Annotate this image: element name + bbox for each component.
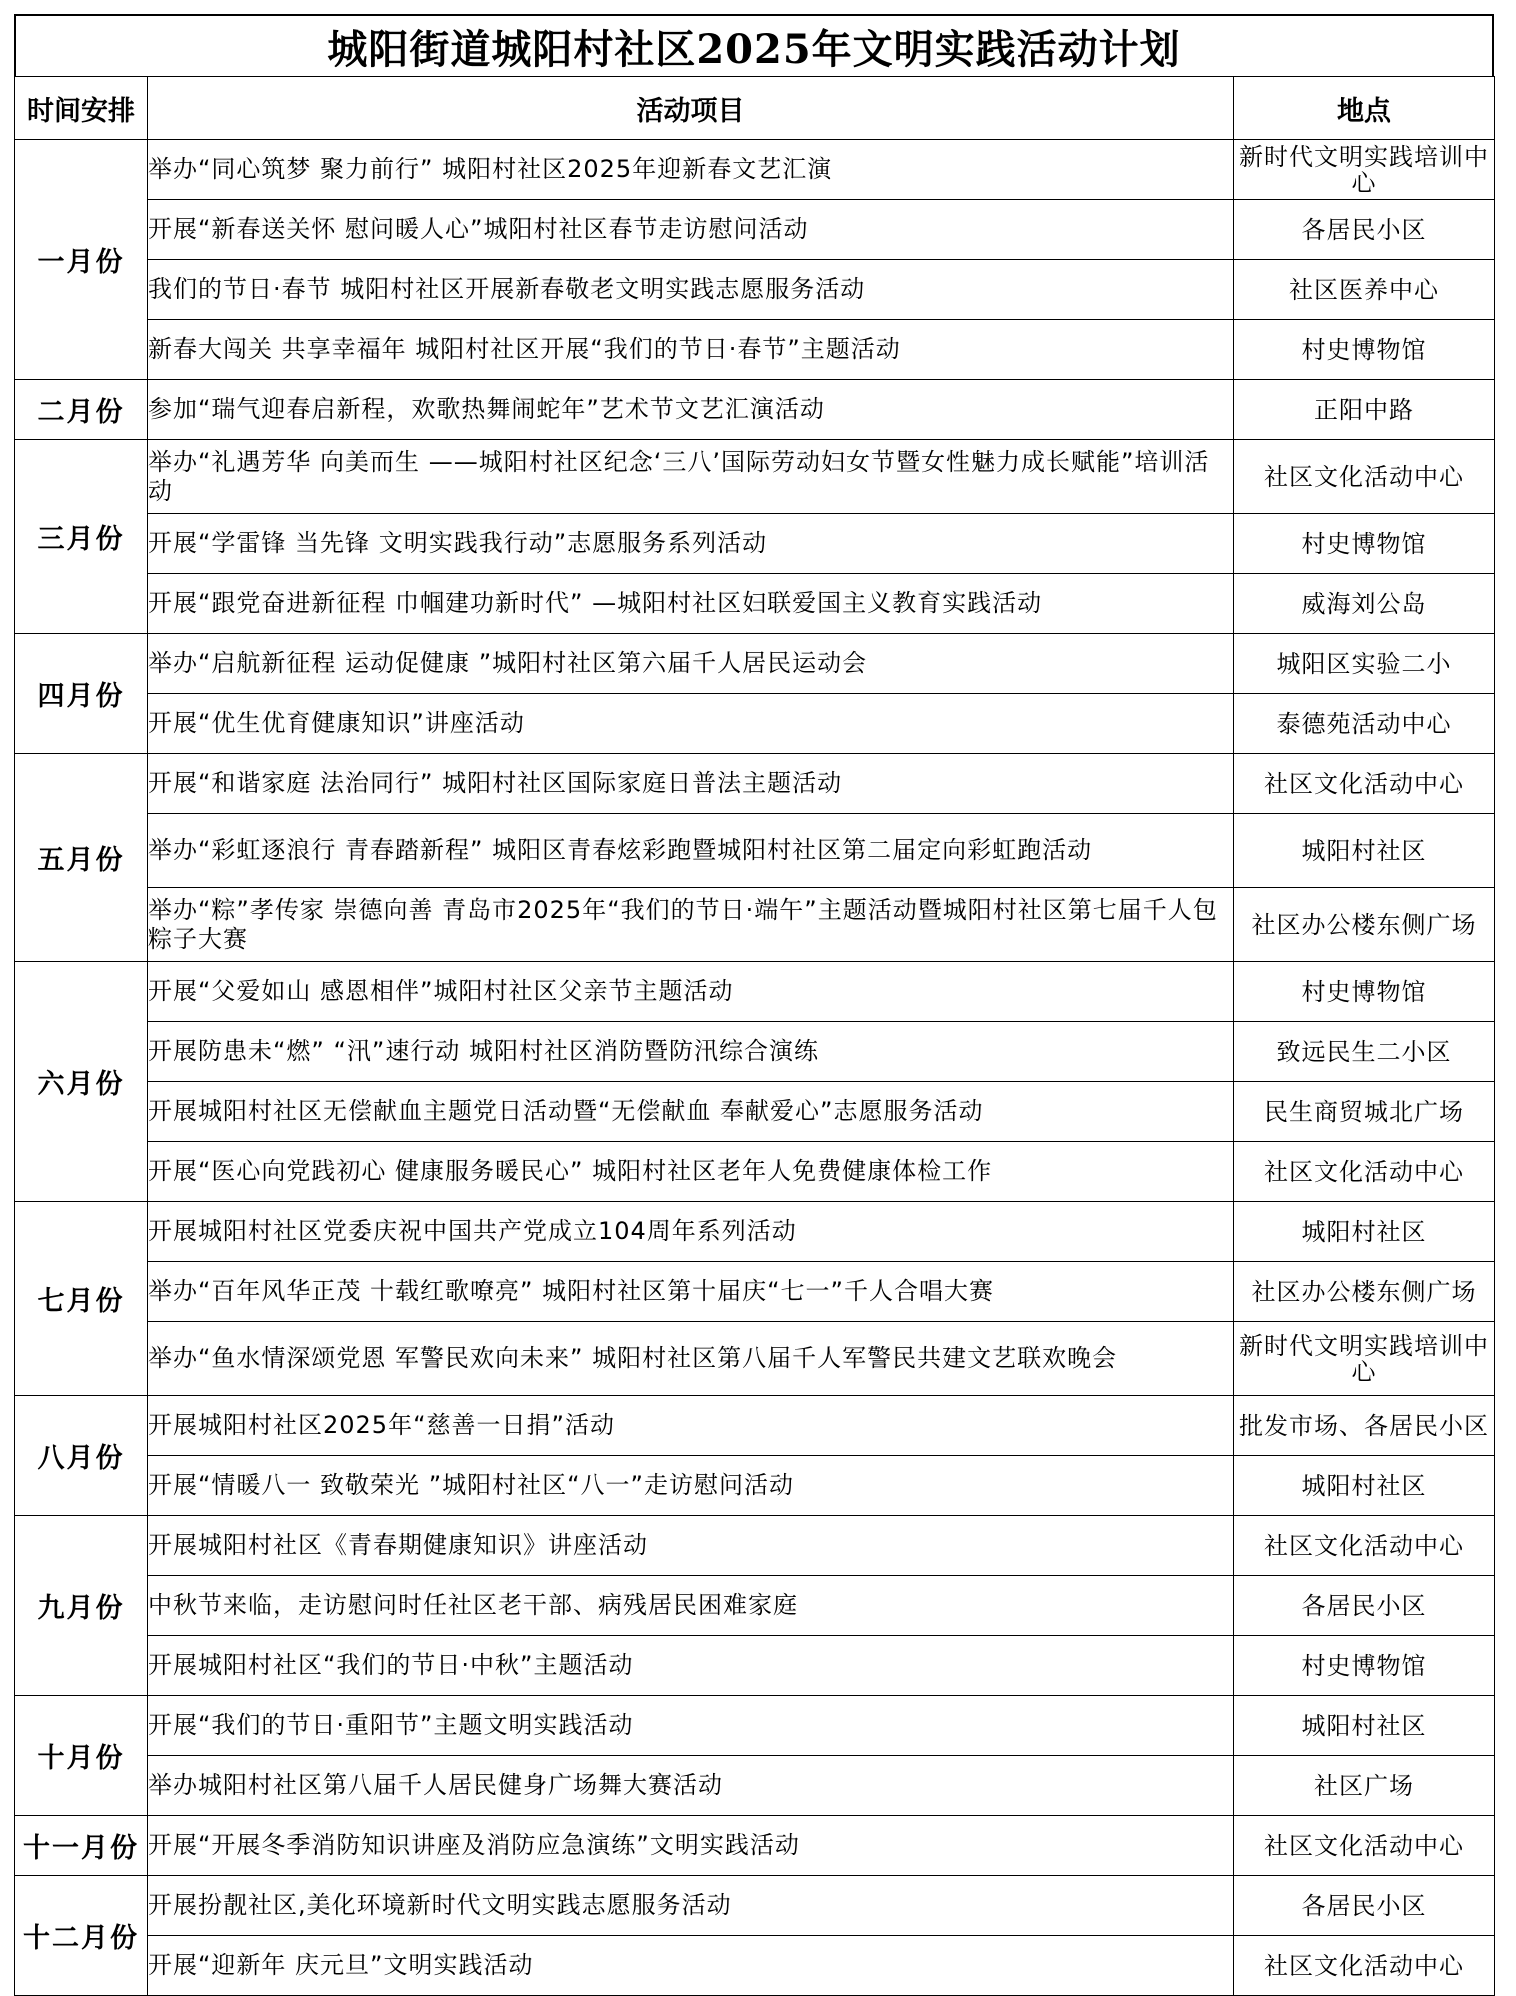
- header-activity: 活动项目: [148, 77, 1234, 140]
- table-row: [15, 962, 1495, 1022]
- table-row: [15, 140, 1495, 200]
- table-row: [15, 200, 1495, 260]
- place-cell: 村史博物馆: [1234, 1636, 1495, 1696]
- place-cell: 社区文化活动中心: [1234, 1936, 1495, 1996]
- table-row: [15, 1936, 1495, 1996]
- activity-cell: 开展“开展冬季消防知识讲座及消防应急演练”文明实践活动: [148, 1816, 1234, 1876]
- month-cell: 十月份: [15, 1696, 148, 1816]
- place-cell: 社区广场: [1234, 1756, 1495, 1816]
- header-place: 地点: [1234, 77, 1495, 140]
- place-cell: 城阳村社区: [1234, 814, 1495, 888]
- month-cell: 七月份: [15, 1202, 148, 1396]
- activity-cell: 开展城阳村社区党委庆祝中国共产党成立104周年系列活动: [148, 1202, 1234, 1262]
- place-cell: 村史博物馆: [1234, 962, 1495, 1022]
- table-row: [15, 1816, 1495, 1876]
- place-cell: 各居民小区: [1234, 1876, 1495, 1936]
- table-row: [15, 260, 1495, 320]
- activity-cell: 举办“鱼水情深颂党恩 军警民欢向未来” 城阳村社区第八届千人军警民共建文艺联欢晚会: [148, 1322, 1234, 1396]
- activity-cell: 中秋节来临，走访慰问时任社区老干部、病残居民困难家庭: [148, 1576, 1234, 1636]
- place-cell: 各居民小区: [1234, 200, 1495, 260]
- month-cell: 九月份: [15, 1516, 148, 1696]
- table-row: [15, 634, 1495, 694]
- place-cell: 村史博物馆: [1234, 514, 1495, 574]
- activity-cell: 举办“启航新征程 运动促健康 ”城阳村社区第六届千人居民运动会: [148, 634, 1234, 694]
- month-cell: 八月份: [15, 1396, 148, 1516]
- place-cell: 批发市场、各居民小区: [1234, 1396, 1495, 1456]
- activity-cell: 我们的节日·春节 城阳村社区开展新春敬老文明实践志愿服务活动: [148, 260, 1234, 320]
- activity-cell: 开展城阳村社区无偿献血主题党日活动暨“无偿献血 奉献爱心”志愿服务活动: [148, 1082, 1234, 1142]
- place-cell: 正阳中路: [1234, 380, 1495, 440]
- place-cell: 城阳村社区: [1234, 1202, 1495, 1262]
- place-cell: 新时代文明实践培训中心: [1234, 1322, 1495, 1396]
- table-row: [15, 1636, 1495, 1696]
- activity-cell: 开展“跟党奋进新征程 巾帼建功新时代” —城阳村社区妇联爱国主义教育实践活动: [148, 574, 1234, 634]
- table-row: [15, 1396, 1495, 1456]
- activity-cell: 开展扮靓社区,美化环境新时代文明实践志愿服务活动: [148, 1876, 1234, 1936]
- place-cell: 社区办公楼东侧广场: [1234, 888, 1495, 962]
- activity-cell: 开展“父爱如山 感恩相伴”城阳村社区父亲节主题活动: [148, 962, 1234, 1022]
- place-cell: 城阳区实验二小: [1234, 634, 1495, 694]
- table-row: [15, 440, 1495, 514]
- table-row: [15, 1756, 1495, 1816]
- place-cell: 村史博物馆: [1234, 320, 1495, 380]
- activity-cell: 举办“百年风华正茂 十载红歌嘹亮” 城阳村社区第十届庆“七一”千人合唱大赛: [148, 1262, 1234, 1322]
- table-row: [15, 1142, 1495, 1202]
- table-row: [15, 1456, 1495, 1516]
- activity-cell: 举办“礼遇芳华 向美而生 ——城阳村社区纪念‘三八’国际劳动妇女节暨女性魅力成长赋能”培训活动: [148, 440, 1234, 514]
- activity-cell: 开展“我们的节日·重阳节”主题文明实践活动: [148, 1696, 1234, 1756]
- table-row: [15, 1262, 1495, 1322]
- place-cell: 社区文化活动中心: [1234, 1142, 1495, 1202]
- activity-cell: 开展“和谐家庭 法治同行” 城阳村社区国际家庭日普法主题活动: [148, 754, 1234, 814]
- activity-cell: 新春大闯关 共享幸福年 城阳村社区开展“我们的节日·春节”主题活动: [148, 320, 1234, 380]
- month-cell: 三月份: [15, 440, 148, 634]
- header-time: 时间安排: [15, 77, 148, 140]
- table-body: [15, 140, 1495, 1996]
- activity-cell: 举办“同心筑梦 聚力前行” 城阳村社区2025年迎新春文艺汇演: [148, 140, 1234, 200]
- table-row: [15, 320, 1495, 380]
- place-cell: 社区文化活动中心: [1234, 1516, 1495, 1576]
- table-row: [15, 380, 1495, 440]
- activity-cell: 开展“学雷锋 当先锋 文明实践我行动”志愿服务系列活动: [148, 514, 1234, 574]
- table-row: [15, 754, 1495, 814]
- activity-cell: 开展“迎新年 庆元旦”文明实践活动: [148, 1936, 1234, 1996]
- place-cell: 城阳村社区: [1234, 1456, 1495, 1516]
- table-header-row: [15, 77, 1495, 140]
- table-row: [15, 694, 1495, 754]
- activity-cell: 开展城阳村社区“我们的节日·中秋”主题活动: [148, 1636, 1234, 1696]
- activity-cell: 开展“医心向党践初心 健康服务暖民心” 城阳村社区老年人免费健康体检工作: [148, 1142, 1234, 1202]
- table-row: [15, 1202, 1495, 1262]
- activity-cell: 开展“新春送关怀 慰问暖人心”城阳村社区春节走访慰问活动: [148, 200, 1234, 260]
- table-row: [15, 1576, 1495, 1636]
- activity-cell: 开展防患未“燃” “汛”速行动 城阳村社区消防暨防汛综合演练: [148, 1022, 1234, 1082]
- place-cell: 城阳村社区: [1234, 1696, 1495, 1756]
- place-cell: 威海刘公岛: [1234, 574, 1495, 634]
- month-cell: 一月份: [15, 140, 148, 380]
- month-cell: 二月份: [15, 380, 148, 440]
- activity-cell: 举办“彩虹逐浪行 青春踏新程” 城阳区青春炫彩跑暨城阳村社区第二届定向彩虹跑活动: [148, 814, 1234, 888]
- table-row: [15, 574, 1495, 634]
- table-row: [15, 1876, 1495, 1936]
- place-cell: 社区文化活动中心: [1234, 754, 1495, 814]
- activity-cell: 举办“粽”孝传家 崇德向善 青岛市2025年“我们的节日·端午”主题活动暨城阳村社区第七届千人包粽子大赛: [148, 888, 1234, 962]
- table-row: [15, 888, 1495, 962]
- place-cell: 民生商贸城北广场: [1234, 1082, 1495, 1142]
- place-cell: 泰德苑活动中心: [1234, 694, 1495, 754]
- place-cell: 社区文化活动中心: [1234, 440, 1495, 514]
- activity-cell: 开展“情暖八一 致敬荣光 ”城阳村社区“八一”走访慰问活动: [148, 1456, 1234, 1516]
- month-cell: 五月份: [15, 754, 148, 962]
- activity-cell: 举办城阳村社区第八届千人居民健身广场舞大赛活动: [148, 1756, 1234, 1816]
- table-row: [15, 814, 1495, 888]
- place-cell: 社区医养中心: [1234, 260, 1495, 320]
- activity-cell: 开展城阳村社区《青春期健康知识》讲座活动: [148, 1516, 1234, 1576]
- activity-cell: 开展城阳村社区2025年“慈善一日捐”活动: [148, 1396, 1234, 1456]
- page-title: 城阳街道城阳村社区2025年文明实践活动计划: [14, 14, 1494, 76]
- place-cell: 各居民小区: [1234, 1576, 1495, 1636]
- activity-plan-table: [14, 76, 1495, 1996]
- activity-cell: 开展“优生优育健康知识”讲座活动: [148, 694, 1234, 754]
- activity-cell: 参加“瑞气迎春启新程，欢歌热舞闹蛇年”艺术节文艺汇演活动: [148, 380, 1234, 440]
- place-cell: 致远民生二小区: [1234, 1022, 1495, 1082]
- table-row: [15, 1696, 1495, 1756]
- month-cell: 六月份: [15, 962, 148, 1202]
- month-cell: 四月份: [15, 634, 148, 754]
- month-cell: 十一月份: [15, 1816, 148, 1876]
- table-row: [15, 1082, 1495, 1142]
- table-row: [15, 1322, 1495, 1396]
- table-row: [15, 1516, 1495, 1576]
- month-cell: 十二月份: [15, 1876, 148, 1996]
- table-row: [15, 1022, 1495, 1082]
- place-cell: 社区办公楼东侧广场: [1234, 1262, 1495, 1322]
- place-cell: 新时代文明实践培训中心: [1234, 140, 1495, 200]
- table-row: [15, 514, 1495, 574]
- place-cell: 社区文化活动中心: [1234, 1816, 1495, 1876]
